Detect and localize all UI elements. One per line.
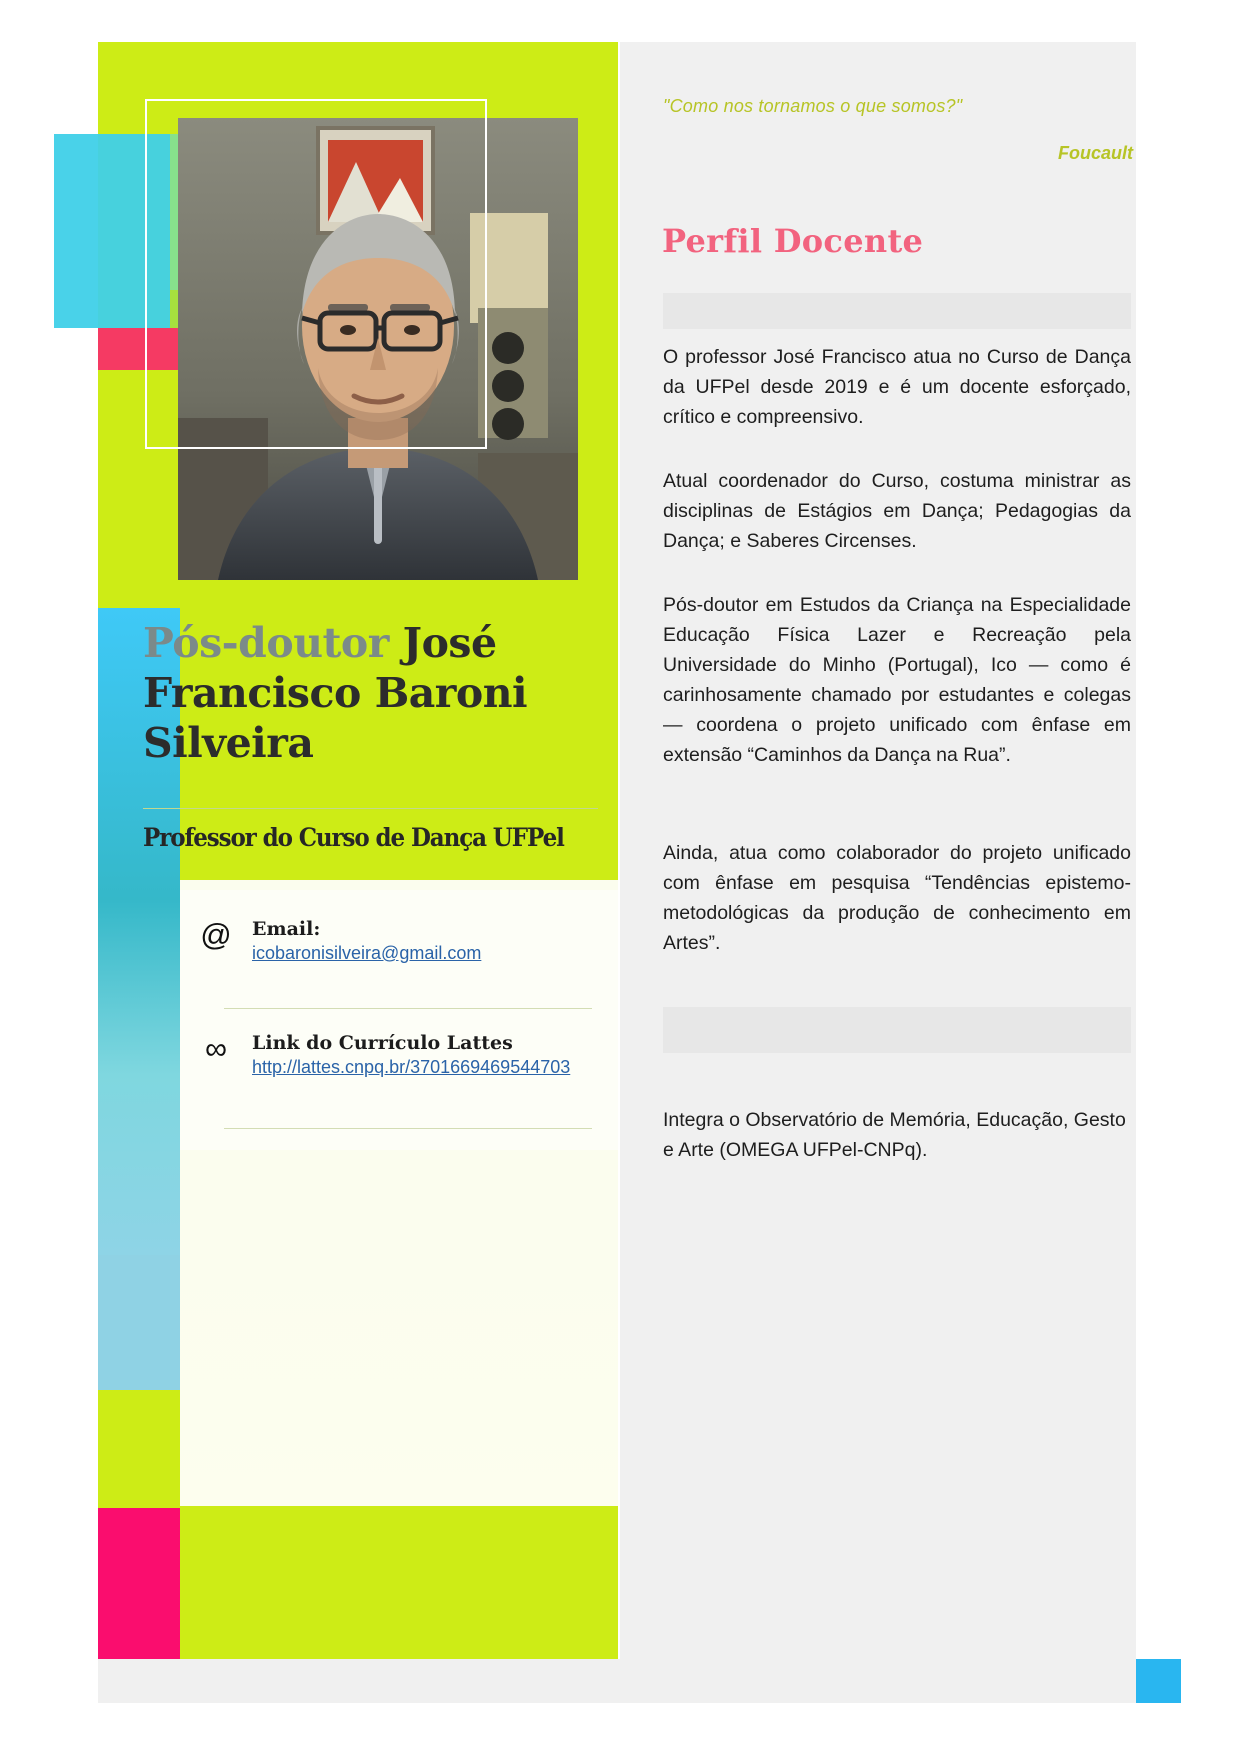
divider-contact-1 [224,1008,592,1009]
lattes-label: Link do Currículo Lattes [252,1032,513,1054]
bottom-grey-strip [98,1659,1136,1703]
name-prefix: Pós-doutor [143,619,403,667]
contact-row-email [180,918,618,964]
contact-card [180,890,618,1150]
divider-role [143,808,598,809]
divider-contact-2 [224,1128,592,1129]
email-label: Email: [252,918,321,940]
paragraph-2: Atual coordenador do Curso, costuma ministrar as disciplinas de Estágios em Dança; Pedagogias da Dança; e Saberes Circenses. [663,470,1131,552]
role-subtitle: Professor do Curso de Dança UFPel [143,823,564,852]
paragraph-1: O professor José Francisco atua no Curso de Dança da UFPel desde 2019 e é um docente esforçado, crítico e compreensivo. [663,346,1131,428]
cyan-block-bottom-left [98,1255,180,1390]
lattes-link[interactable]: http://lattes.cnpq.br/3701669469544703 [252,1057,571,1077]
paragraph-3: Pós-doutor em Estudos da Criança na Especialidade Educação Física Lazer e Recreação pela Universidade do Minho (Portugal), Ico — como é carinhosamente chamado por estudantes e colegas — coordena o projeto unificado com ênfase em extensão “Caminhos da Dança na Rua”. [663,594,1131,766]
blue-corner-block [1136,1659,1181,1703]
grey-bar-bottom [663,1007,1131,1053]
quote-author: Foucault [1058,143,1133,163]
at-icon: @ [200,917,232,952]
paragraph-4: Ainda, atua como colaborador do projeto unificado com ênfase em pesquisa “Tendências epistemo-metodológicas da produção de conhecimento em Artes”. [663,842,1131,954]
paragraph-5: Integra o Observatório de Memória, Educação, Gesto e Arte (OMEGA UFPel-CNPq). [663,1109,1126,1161]
email-link[interactable]: icobaronisilveira@gmail.com [252,943,482,963]
contact-row-lattes [180,1032,618,1078]
photo-frame [145,99,487,449]
page-title [143,618,603,768]
pink-block-bottom [98,1508,180,1660]
grey-bar-top [663,293,1131,329]
quote-text: "Como nos tornamos o que somos?" [663,96,963,116]
section-title: Perfil Docente [662,222,924,260]
name-main: José Francisco Baroni Silveira [143,619,528,767]
link-icon: ∞ [204,1031,228,1066]
